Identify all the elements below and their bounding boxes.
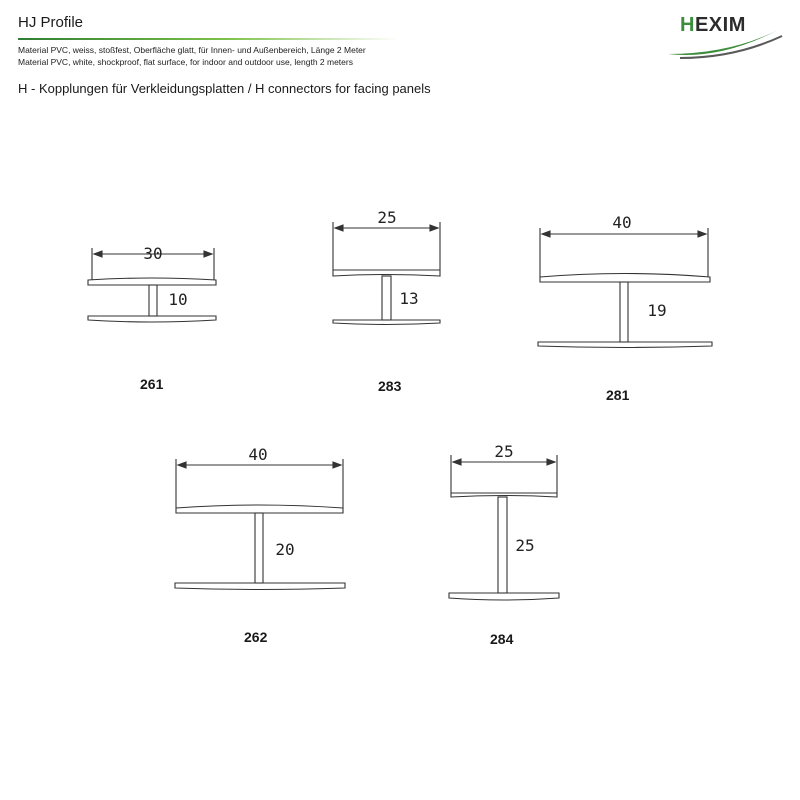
description-english: Material PVC, white, shockproof, flat surface, for indoor and outdoor use, length 2 meters xyxy=(18,57,353,67)
profile-262-height-label: 20 xyxy=(275,540,295,559)
profile-283-width-label: 25 xyxy=(377,208,397,227)
page-title: HJ Profile xyxy=(18,14,84,31)
profile-284-height-label: 25 xyxy=(515,536,535,555)
profile-262-width-label: 40 xyxy=(248,445,268,464)
logo-first-letter: H xyxy=(680,14,695,36)
profile-262-number: 262 xyxy=(244,629,268,645)
profile-281-drawing xyxy=(538,228,712,348)
description-german: Material PVC, weiss, stoßfest, Oberfläche glatt, für Innen- und Außenbereich, Länge 2 Meter xyxy=(18,45,366,55)
profile-284-width-label: 25 xyxy=(494,442,514,461)
section-subtitle: H - Kopplungen für Verkleidungsplatten / H connectors for facing panels xyxy=(18,81,431,96)
profile-281-height-label: 19 xyxy=(647,301,667,320)
logo-rest: EXIM xyxy=(694,14,746,36)
profile-283-drawing xyxy=(333,222,440,325)
profile-261-width-label: 30 xyxy=(143,244,163,263)
profile-284-number: 284 xyxy=(490,631,514,647)
profile-283-number: 283 xyxy=(378,378,402,394)
profile-281-number: 281 xyxy=(606,387,630,403)
profile-284-drawing xyxy=(449,455,559,600)
profile-261-height-label: 10 xyxy=(168,290,188,309)
profile-283-height-label: 13 xyxy=(399,289,419,308)
profile-262-drawing xyxy=(175,459,345,590)
profile-281-width-label: 40 xyxy=(612,213,632,232)
profile-261-number: 261 xyxy=(140,376,164,392)
